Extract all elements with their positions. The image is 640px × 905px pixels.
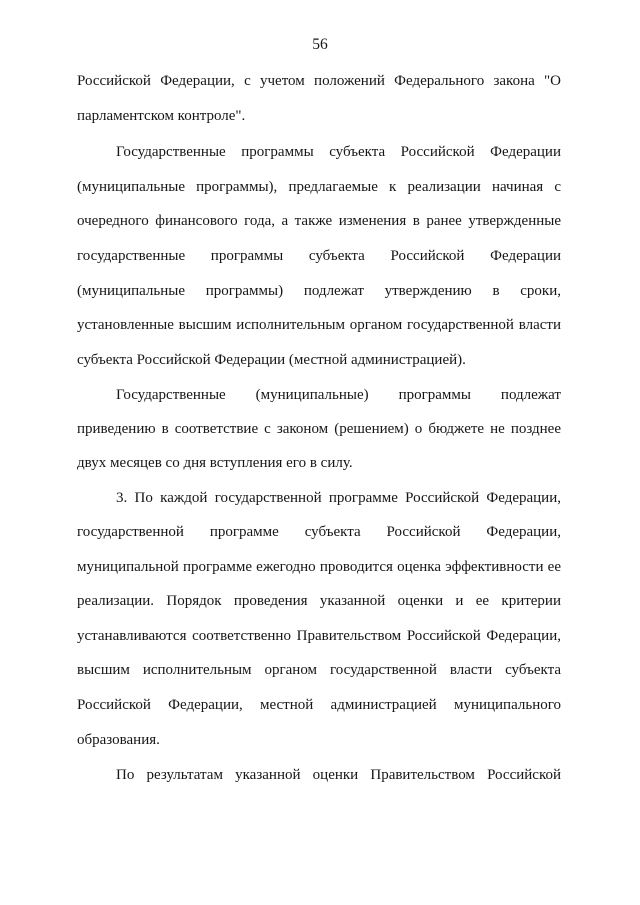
text-line: установленные высшим исполнительным органом государственной власти	[77, 317, 561, 333]
text-line: (муниципальные программы) подлежат утверждению в сроки,	[77, 283, 561, 299]
text-line: государственные программы субъекта Российской Федерации	[77, 248, 561, 264]
text-line: очередного финансового года, а также изменения в ранее утвержденные	[77, 213, 561, 229]
text-line: государственной программе субъекта Российской Федерации,	[77, 524, 561, 540]
paragraph-first-line: Государственные программы субъекта Российской Федерации	[116, 144, 561, 160]
text-line: двух месяцев со дня вступления его в силу.	[77, 455, 353, 471]
paragraph-first-line: Государственные (муниципальные) программы подлежат	[116, 387, 561, 403]
text-line: Российской Федерации, местной администрацией муниципального	[77, 697, 561, 713]
text-line: образования.	[77, 732, 160, 748]
text-line: устанавливаются соответственно Правительством Российской Федерации,	[77, 628, 561, 644]
paragraph-first-line: По результатам указанной оценки Правительством Российской	[116, 767, 561, 783]
text-line: субъекта Российской Федерации (местной администрацией).	[77, 352, 466, 368]
text-line: приведению в соответствие с законом (решением) о бюджете не позднее	[77, 421, 561, 437]
text-line: муниципальной программе ежегодно проводится оценка эффективности ее	[77, 559, 561, 575]
text-line: Российской Федерации, с учетом положений Федерального закона "О	[77, 73, 561, 89]
text-line: высшим исполнительным органом государственной власти субъекта	[77, 662, 561, 678]
page-number: 56	[312, 36, 328, 53]
text-line: реализации. Порядок проведения указанной оценки и ее критерии	[77, 593, 561, 609]
paragraph-first-line: 3. По каждой государственной программе Российской Федерации,	[116, 490, 561, 506]
text-line: парламентском контроле".	[77, 108, 246, 124]
text-line: (муниципальные программы), предлагаемые к реализации начиная с	[77, 179, 561, 195]
